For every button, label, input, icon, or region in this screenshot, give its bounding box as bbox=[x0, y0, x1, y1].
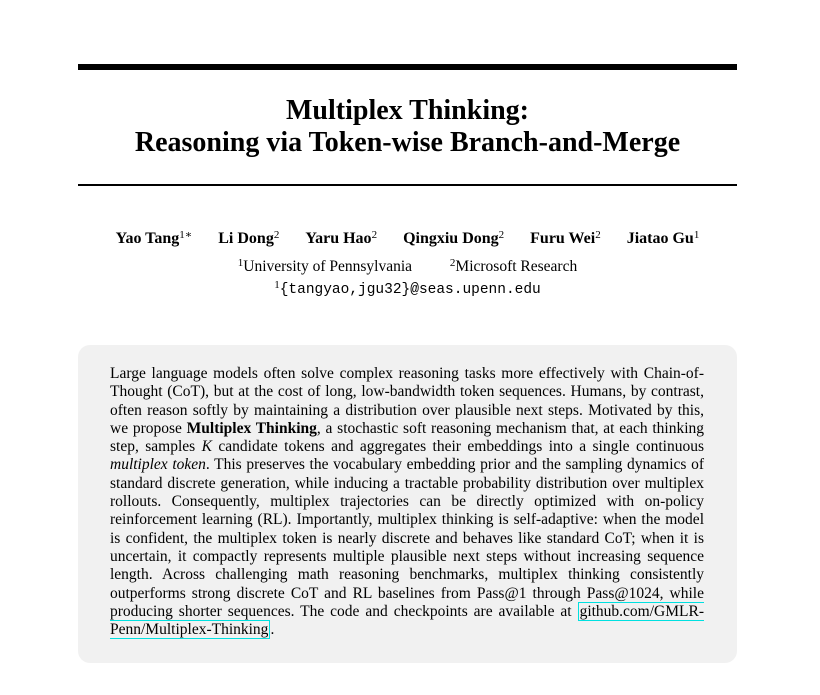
abstract-part: Large language models often solve complex reasoning tasks more effectively with Chain-of-Thought (CoT), but at the cost of long, low-bandwidth token sequences. Humans, by contrast, often reason softly by maintaining a distribution over plausible next steps. Motivated by this, we propose bbox=[110, 365, 704, 437]
author bbox=[116, 230, 193, 247]
title-line-2: Reasoning via Token-wise Branch-and-Merge bbox=[134, 127, 681, 158]
email-sup: 1 bbox=[274, 279, 280, 291]
title-line-1: Multiplex Thinking: bbox=[285, 95, 529, 126]
code-link[interactable]: github.com/GMLR-Penn/Multiplex-Thinking bbox=[110, 602, 704, 639]
bottom-rule bbox=[78, 184, 737, 186]
affiliation-sup: 2 bbox=[449, 257, 456, 269]
top-rule bbox=[78, 64, 737, 70]
affiliation-name: University of Pennsylvania bbox=[243, 258, 413, 275]
abstract-text bbox=[110, 365, 704, 639]
author-sup: 1∗ bbox=[179, 229, 193, 241]
affiliation bbox=[450, 258, 577, 275]
author bbox=[627, 230, 700, 247]
author-list bbox=[78, 230, 737, 248]
author-name: Yao Tang bbox=[115, 230, 180, 247]
author-sup: 1 bbox=[693, 229, 700, 241]
paper-title bbox=[78, 95, 737, 159]
affiliations bbox=[78, 258, 737, 276]
abstract-part: . bbox=[270, 621, 275, 639]
abstract-part: candidate tokens and aggregates their embeddings into a single continuous bbox=[211, 438, 704, 456]
abstract-part: , a stochastic soft reasoning mechanism that, at each thinking step, samples bbox=[110, 419, 705, 456]
author bbox=[305, 230, 377, 247]
email-text: {tangyao,jgu32}@seas.upenn.edu bbox=[279, 282, 541, 298]
author-name: Jiatao Gu bbox=[626, 230, 694, 247]
author-sup: 2 bbox=[595, 229, 601, 241]
author bbox=[530, 230, 601, 247]
author bbox=[218, 230, 279, 247]
author-name: Furu Wei bbox=[530, 230, 596, 247]
author-sup: 2 bbox=[273, 229, 280, 241]
abstract-box bbox=[78, 345, 737, 663]
abstract-method-name: Multiplex Thinking bbox=[186, 419, 317, 437]
author-sup: 2 bbox=[498, 229, 505, 241]
author-name: Qingxiu Dong bbox=[403, 230, 499, 247]
abstract-variable: K bbox=[201, 438, 212, 456]
author bbox=[403, 230, 504, 247]
author-name: Li Dong bbox=[218, 230, 274, 247]
author-name: Yaru Hao bbox=[305, 230, 372, 247]
affiliation-name: Microsoft Research bbox=[455, 258, 578, 275]
affiliation-sup: 1 bbox=[237, 257, 244, 269]
abstract-part: . This preserves the vocabulary embedding prior and the sampling dynamics of standard discrete generation, while inducing a tractable probability distribution over multiplex rollouts. Consequently, multiplex trajectories can be directly optimized with on-policy reinforcement learning (RL). Importantly, multiplex thinking is self-adaptive: when the model is confident, the multiplex token is nearly discrete and behaves like standard CoT; when it is uncertain, it compactly represents multiple plausible next steps without increasing sequence length. Across challenging math reasoning benchmarks, multiplex thinking consistently outperforms strong discrete CoT and RL baselines from Pass@1 through Pass@1024, while producing shorter sequences. The code and checkpoints are available at bbox=[110, 456, 705, 620]
author-sup: 2 bbox=[371, 229, 378, 241]
contact-email bbox=[78, 280, 737, 298]
affiliation bbox=[238, 258, 412, 275]
abstract-term: multiplex token bbox=[110, 456, 206, 474]
